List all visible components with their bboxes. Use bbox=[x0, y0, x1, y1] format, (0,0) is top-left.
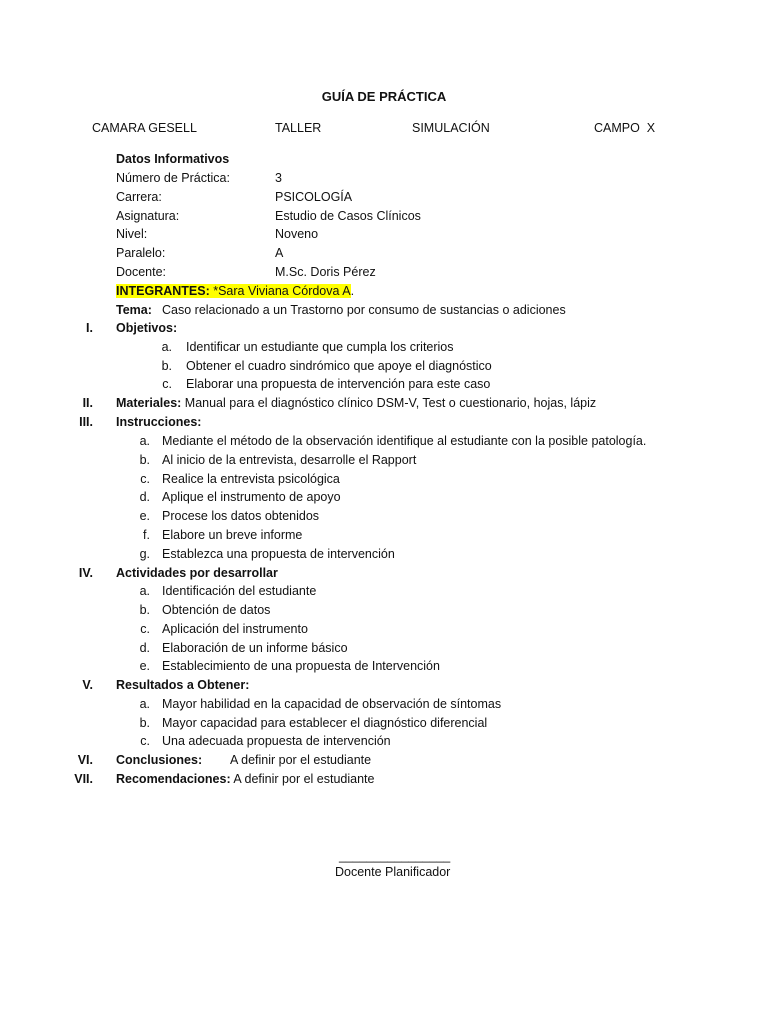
instrucciones-item-e: Procese los datos obtenidos bbox=[162, 509, 320, 523]
signature-line: ________________ bbox=[339, 849, 451, 863]
instrucciones-letter-b: b. bbox=[139, 453, 150, 467]
actividades-item-e: Establecimiento de una propuesta de Intervención bbox=[162, 659, 440, 673]
modality-camara-gesell: CAMARA GESELL bbox=[92, 121, 197, 135]
section-heading-instrucciones: Instrucciones: bbox=[116, 415, 202, 429]
section-numeral-actividades: IV. bbox=[78, 566, 93, 580]
actividades-letter-b: b. bbox=[139, 603, 150, 617]
resultados-item-b: Mayor capacidad para establecer el diagnóstico diferencial bbox=[162, 716, 488, 730]
integrantes-label: INTEGRANTES: bbox=[116, 284, 210, 298]
recomendaciones-text: A definir por el estudiante bbox=[230, 772, 375, 786]
instrucciones-item-a: Mediante el método de la observación identifique al estudiante con la posible patología. bbox=[162, 434, 647, 448]
section-heading-recomendaciones: Recomendaciones: bbox=[116, 772, 231, 786]
objetivos-letter-b: b. bbox=[161, 359, 172, 373]
section-numeral-resultados: V. bbox=[82, 678, 93, 692]
datos-value-asignatura: Estudio de Casos Clínicos bbox=[275, 209, 421, 223]
tema-value: Caso relacionado a un Trastorno por consumo de sustancias o adiciones bbox=[162, 303, 566, 317]
actividades-item-a: Identificación del estudiante bbox=[162, 584, 317, 598]
objetivos-item-b: Obtener el cuadro sindrómico que apoye el diagnóstico bbox=[186, 359, 492, 373]
objetivos-item-a: Identificar un estudiante que cumpla los criterios bbox=[186, 340, 454, 354]
resultados-letter-a: a. bbox=[139, 697, 150, 711]
actividades-item-b: Obtención de datos bbox=[162, 603, 271, 617]
materiales-text: Manual para el diagnóstico clínico DSM-V, Test o cuestionario, hojas, lápiz bbox=[181, 396, 597, 410]
modality-simulacion: SIMULACIÓN bbox=[412, 121, 490, 135]
datos-label-nivel: Nivel: bbox=[116, 227, 148, 241]
signature-label: Docente Planificador bbox=[335, 865, 451, 879]
objetivos-letter-c: c. bbox=[162, 377, 172, 391]
section-heading-actividades: Actividades por desarrollar bbox=[116, 566, 278, 580]
instrucciones-letter-e: e. bbox=[139, 509, 150, 523]
materiales-line bbox=[116, 395, 596, 411]
instrucciones-item-c: Realice la entrevista psicológica bbox=[162, 472, 340, 486]
section-heading-objetivos: Objetivos: bbox=[116, 321, 178, 335]
datos-value-carrera: PSICOLOGÍA bbox=[275, 190, 353, 204]
integrantes-tail: . bbox=[350, 284, 355, 298]
datos-heading: Datos Informativos bbox=[116, 152, 230, 166]
modality-campo: CAMPO X bbox=[594, 121, 656, 135]
section-numeral-instrucciones: III. bbox=[79, 415, 93, 429]
resultados-item-c: Una adecuada propuesta de intervención bbox=[162, 734, 391, 748]
resultados-item-a: Mayor habilidad en la capacidad de observación de síntomas bbox=[162, 697, 502, 711]
actividades-item-c: Aplicación del instrumento bbox=[162, 622, 308, 636]
datos-label-carrera: Carrera: bbox=[116, 190, 162, 204]
instrucciones-letter-f: f. bbox=[143, 528, 150, 542]
section-heading-conclusiones: Conclusiones: bbox=[116, 753, 203, 767]
datos-value-paralelo: A bbox=[275, 246, 284, 260]
datos-label-paralelo: Paralelo: bbox=[116, 246, 166, 260]
instrucciones-letter-d: d. bbox=[139, 490, 150, 504]
instrucciones-item-f: Elabore un breve informe bbox=[162, 528, 303, 542]
datos-value-docente: M.Sc. Doris Pérez bbox=[275, 265, 376, 279]
integrantes-value: *Sara Viviana Córdova A bbox=[209, 284, 351, 298]
instrucciones-letter-a: a. bbox=[139, 434, 150, 448]
modality-taller: TALLER bbox=[275, 121, 322, 135]
objetivos-letter-a: a. bbox=[161, 340, 172, 354]
resultados-letter-b: b. bbox=[139, 716, 150, 730]
actividades-letter-e: e. bbox=[139, 659, 150, 673]
section-heading-resultados: Resultados a Obtener: bbox=[116, 678, 250, 692]
actividades-letter-c: c. bbox=[140, 622, 150, 636]
recomendaciones-line bbox=[116, 771, 374, 787]
page-title: GUÍA DE PRÁCTICA bbox=[321, 89, 447, 104]
tema-label: Tema: bbox=[116, 303, 152, 317]
datos-label-asignatura: Asignatura: bbox=[116, 209, 180, 223]
instrucciones-letter-c: c. bbox=[140, 472, 150, 486]
actividades-letter-a: a. bbox=[139, 584, 150, 598]
datos-label-numero: Número de Práctica: bbox=[116, 171, 230, 185]
integrantes-line bbox=[116, 283, 354, 299]
instrucciones-item-d: Aplique el instrumento de apoyo bbox=[162, 490, 341, 504]
instrucciones-item-b: Al inicio de la entrevista, desarrolle el Rapport bbox=[162, 453, 417, 467]
datos-value-numero: 3 bbox=[275, 171, 282, 185]
section-numeral-objetivos: I. bbox=[86, 321, 93, 335]
section-numeral-materiales: II. bbox=[82, 396, 93, 410]
conclusiones-text: A definir por el estudiante bbox=[230, 753, 372, 767]
datos-label-docente: Docente: bbox=[116, 265, 167, 279]
instrucciones-item-g: Establezca una propuesta de intervención bbox=[162, 547, 395, 561]
tema-line bbox=[116, 302, 152, 318]
objetivos-item-c: Elaborar una propuesta de intervención para este caso bbox=[186, 377, 491, 391]
section-heading-materiales: Materiales: bbox=[116, 396, 182, 410]
actividades-letter-d: d. bbox=[139, 641, 150, 655]
section-numeral-recomendaciones: VII. bbox=[74, 772, 93, 786]
section-numeral-conclusiones: VI. bbox=[77, 753, 93, 767]
instrucciones-letter-g: g. bbox=[139, 547, 150, 561]
actividades-item-d: Elaboración de un informe básico bbox=[162, 641, 348, 655]
datos-value-nivel: Noveno bbox=[275, 227, 319, 241]
resultados-letter-c: c. bbox=[140, 734, 150, 748]
